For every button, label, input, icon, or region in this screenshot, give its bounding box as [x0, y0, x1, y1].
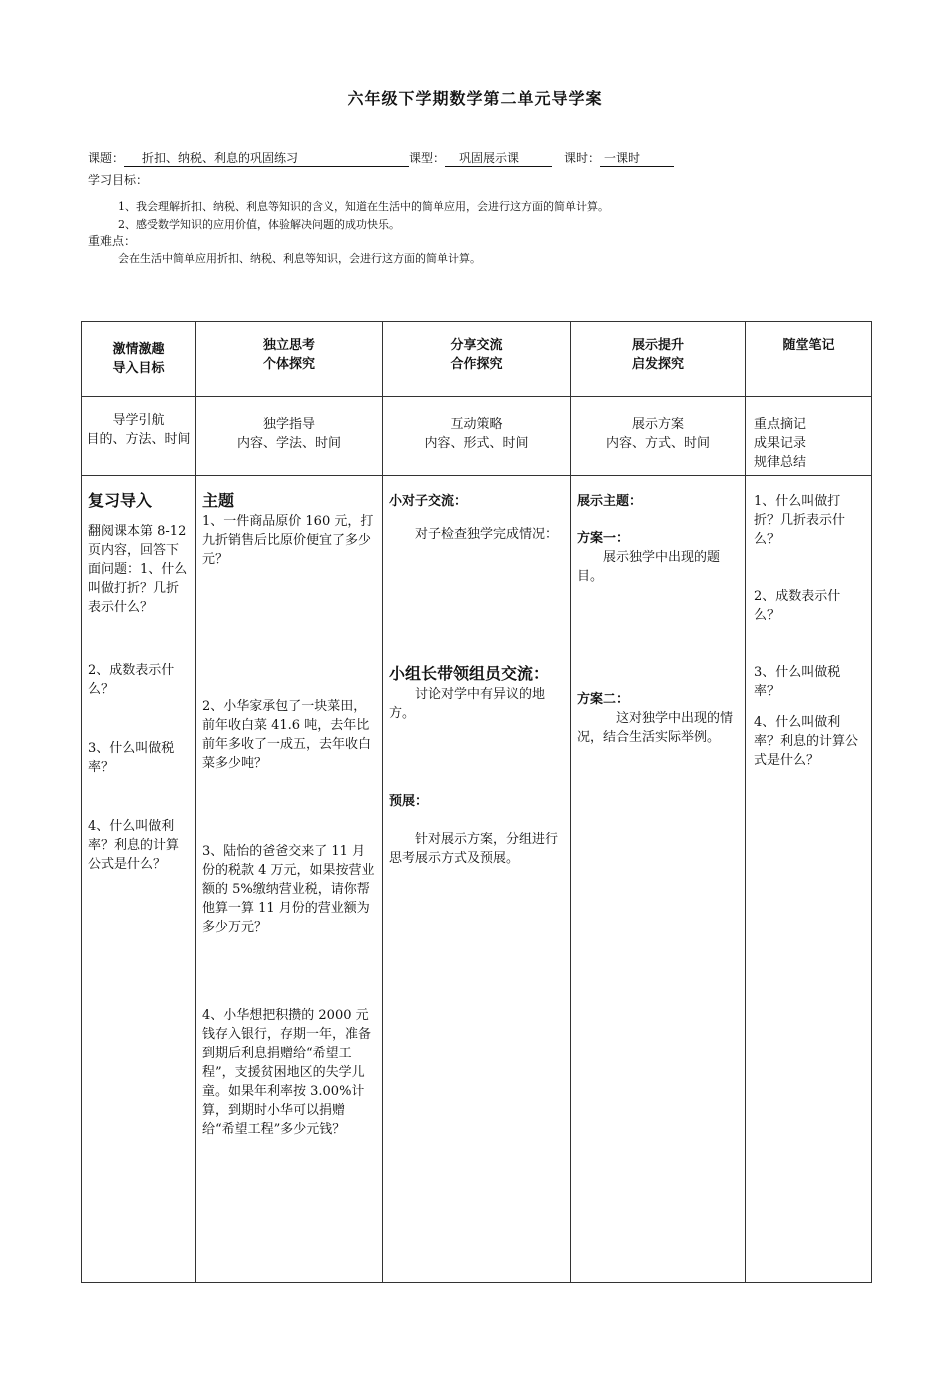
plan1-text: 展示独学中出现的题目。 — [577, 550, 721, 584]
plan1-heading: 方案一： — [577, 531, 630, 546]
content-col-1 — [82, 476, 196, 1283]
review-q3: 3、什么叫做税率？ — [88, 741, 175, 775]
hours-label: 课时： — [564, 151, 601, 165]
header-col-4: 展示提升 启发探究 — [571, 322, 746, 397]
subheader-col-1: 导学引航 目的、方法、时间 — [82, 397, 196, 476]
problem-2: 2、小华家承包了一块菜田，前年收白菜 41.6 吨，去年比前年多收了一成五，去年收白菜多少吨？ — [202, 699, 372, 771]
type-label: 课型： — [409, 151, 446, 165]
pair-text: 对子检查独学完成情况： — [415, 527, 559, 542]
header-row — [82, 322, 872, 397]
note-4: 4、什么叫做利率？利息的计算公式是什么？ — [754, 715, 859, 768]
preview-heading: 预展： — [389, 794, 429, 809]
header-col-5: 随堂笔记 — [746, 322, 872, 397]
content-col-5 — [746, 476, 872, 1283]
header-col-3: 分享交流 合作探究 — [383, 322, 571, 397]
hours-value: 一课时 — [600, 150, 674, 167]
topic-label: 课题： — [88, 151, 125, 165]
plan2-text: 这对独学中出现的情况，结合生活实际举例。 — [577, 711, 734, 745]
showcase-theme-heading: 展示主题： — [577, 494, 643, 509]
subheader-col-3: 互动策略 内容、形式、时间 — [383, 397, 571, 476]
subheader-row — [82, 397, 872, 476]
note-2: 2、成数表示什么？ — [754, 589, 841, 623]
topic-value: 折扣、纳税、利息的巩固练习 — [124, 150, 409, 167]
review-intro: 翻阅课本第 8-12 页内容，回答下面问题：1、什么叫做打折？几折表示什么？ — [88, 524, 188, 615]
problem-4: 4、小华想把积攒的 2000 元钱存入银行，存期一年，准备到期后利息捐赠给“希望工程”，支援贫困地区的失学儿童。如果年利率按 3.00%计算，到期时小华可以捐赠给“希望工程”多少元钱？ — [202, 1008, 372, 1137]
note-3: 3、什么叫做税率？ — [754, 665, 841, 699]
header-col-2: 独立思考 个体探究 — [196, 322, 383, 397]
review-q2: 2、成数表示什么？ — [88, 663, 175, 697]
page-title: 六年级下学期数学第二单元导学案 — [347, 89, 603, 108]
theme-heading: 主题 — [202, 491, 235, 510]
group-text: 讨论对学中有异议的地方。 — [389, 687, 546, 721]
content-col-2 — [196, 476, 383, 1283]
course-meta-line — [88, 150, 674, 167]
lesson-plan-table — [81, 321, 872, 1283]
goals-label: 学习目标： — [88, 173, 149, 187]
review-heading: 复习导入 — [88, 491, 153, 510]
content-col-3 — [383, 476, 571, 1283]
group-heading: 小组长带领组员交流： — [389, 664, 550, 683]
problem-1: 1、一件商品原价 160 元，打九折销售后比原价便宜了多少元？ — [202, 514, 374, 567]
content-col-4 — [571, 476, 746, 1283]
problem-3: 3、陆怡的爸爸交来了 11 月份的税款 4 万元，如果按营业额的 5%缴纳营业税，请你帮他算一算 11 月份的营业额为多少万元？ — [202, 844, 375, 935]
subheader-col-2: 独学指导 内容、学法、时间 — [196, 397, 383, 476]
type-value: 巩固展示课 — [445, 150, 552, 167]
key-label: 重难点： — [88, 234, 137, 248]
goal-item-2: 2、感受数学知识的应用价值，体验解决问题的成功快乐。 — [118, 218, 400, 231]
subheader-col-4: 展示方案 内容、方式、时间 — [571, 397, 746, 476]
note-1: 1、什么叫做打折？几折表示什么？ — [754, 494, 846, 547]
header-col-1: 激情激趣 导入目标 — [82, 322, 196, 397]
review-q4: 4、什么叫做利率？利息的计算公式是什么？ — [88, 819, 180, 872]
preview-text: 针对展示方案，分组进行思考展示方式及预展。 — [389, 832, 559, 866]
key-text: 会在生活中简单应用折扣、纳税、利息等知识，会进行这方面的简单计算。 — [118, 252, 481, 265]
subheader-col-5: 重点摘记 成果记录 规律总结 — [746, 397, 872, 476]
plan2-heading: 方案二： — [577, 692, 630, 707]
content-row — [82, 476, 872, 1283]
pair-heading: 小对子交流： — [389, 494, 468, 509]
goal-item-1: 1、我会理解折扣、纳税、利息等知识的含义，知道在生活中的简单应用，会进行这方面的简单计算。 — [118, 200, 609, 213]
